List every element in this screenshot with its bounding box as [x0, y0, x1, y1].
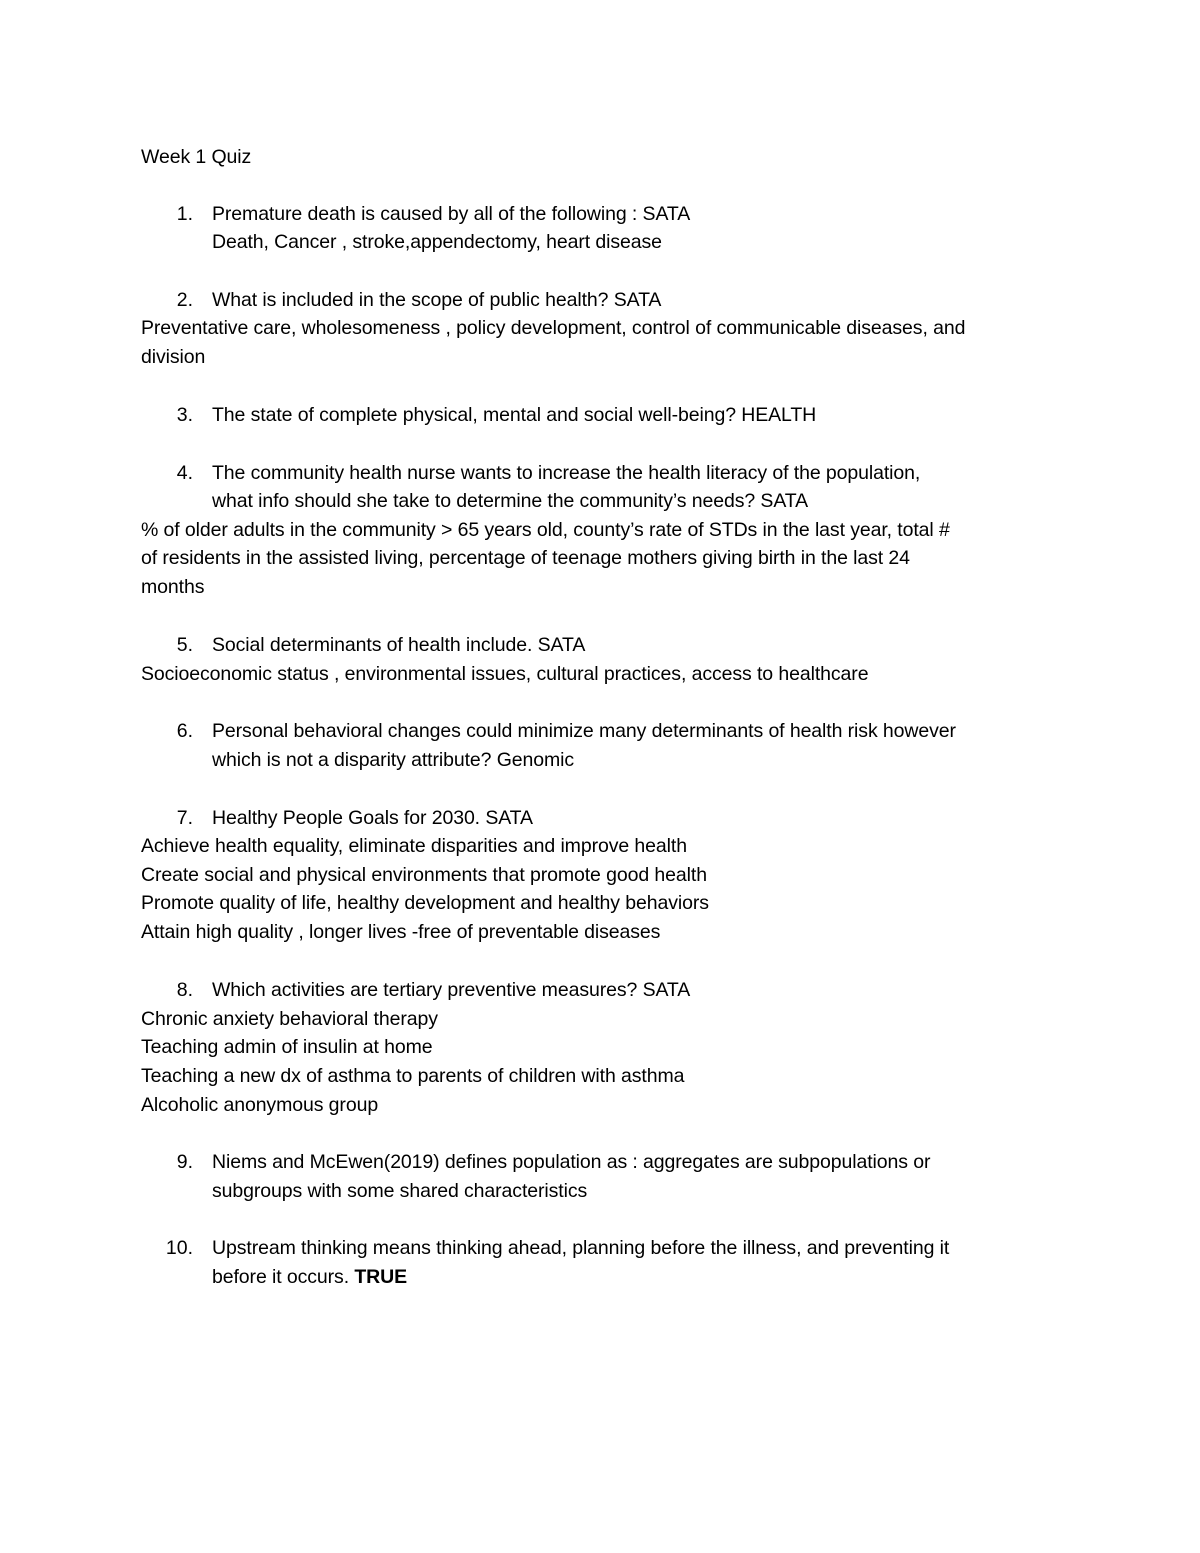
question-number: 7. — [176, 807, 193, 829]
answer-text: Socioeconomic status , environmental issues, cultural practices, access to healthcare — [141, 663, 869, 685]
answer-text: Teaching admin of insulin at home — [141, 1036, 433, 1058]
question-text: subgroups with some shared characteristics — [212, 1180, 588, 1202]
answer-text: Teaching a new dx of asthma to parents of children with asthma — [141, 1065, 685, 1087]
question-text: What is included in the scope of public health? SATA — [212, 289, 662, 311]
question-number: 2. — [176, 289, 193, 311]
answer-text: months — [141, 576, 205, 598]
document-title: Week 1 Quiz — [141, 146, 252, 168]
question-number: 4. — [176, 462, 193, 484]
answer-text: division — [141, 346, 206, 368]
question-number: 10. — [165, 1237, 193, 1259]
question-number: 6. — [176, 720, 193, 742]
answer-text: Attain high quality , longer lives -free of preventable diseases — [141, 921, 661, 943]
question-text: Niems and McEwen(2019) defines population as : aggregates are subpopulations or — [212, 1151, 931, 1173]
question-number: 5. — [176, 634, 193, 656]
answer-text: Promote quality of life, healthy development and healthy behaviors — [141, 892, 709, 914]
question-text: Healthy People Goals for 2030. SATA — [212, 807, 533, 829]
question-text: Social determinants of health include. SATA — [212, 634, 586, 656]
answer-text: Create social and physical environments that promote good health — [141, 864, 707, 886]
answer-text: of residents in the assisted living, percentage of teenage mothers giving birth in the last 24 — [141, 547, 910, 569]
question-text: The state of complete physical, mental and social well-being? HEALTH — [212, 404, 817, 426]
answer-text: Achieve health equality, eliminate disparities and improve health — [141, 835, 687, 857]
answer-text: Chronic anxiety behavioral therapy — [141, 1008, 438, 1030]
question-text-last-line — [212, 1263, 407, 1291]
question-text: Which activities are tertiary preventive measures? SATA — [212, 979, 691, 1001]
question-number: 3. — [176, 404, 193, 426]
question-text: what info should she take to determine the community’s needs? SATA — [212, 490, 809, 512]
answer-text: Death, Cancer , stroke,appendectomy, heart disease — [212, 231, 662, 253]
question-number: 1. — [176, 203, 193, 225]
question-number: 8. — [176, 979, 193, 1001]
question-text: Personal behavioral changes could minimize many determinants of health risk however — [212, 720, 956, 742]
answer-text: % of older adults in the community > 65 years old, county’s rate of STDs in the last year, total # — [141, 519, 950, 541]
question-text: Upstream thinking means thinking ahead, planning before the illness, and preventing it — [212, 1237, 950, 1259]
question-number: 9. — [176, 1151, 193, 1173]
answer-true: TRUE — [354, 1266, 408, 1288]
question-text: The community health nurse wants to increase the health literacy of the population, — [212, 462, 921, 484]
answer-text: Alcoholic anonymous group — [141, 1094, 379, 1116]
answer-text: Preventative care, wholesomeness , policy development, control of communicable diseases, and — [141, 317, 966, 339]
question-text: which is not a disparity attribute? Genomic — [212, 749, 575, 771]
question-text: Premature death is caused by all of the following : SATA — [212, 203, 691, 225]
question-text: before it occurs. — [212, 1266, 350, 1288]
